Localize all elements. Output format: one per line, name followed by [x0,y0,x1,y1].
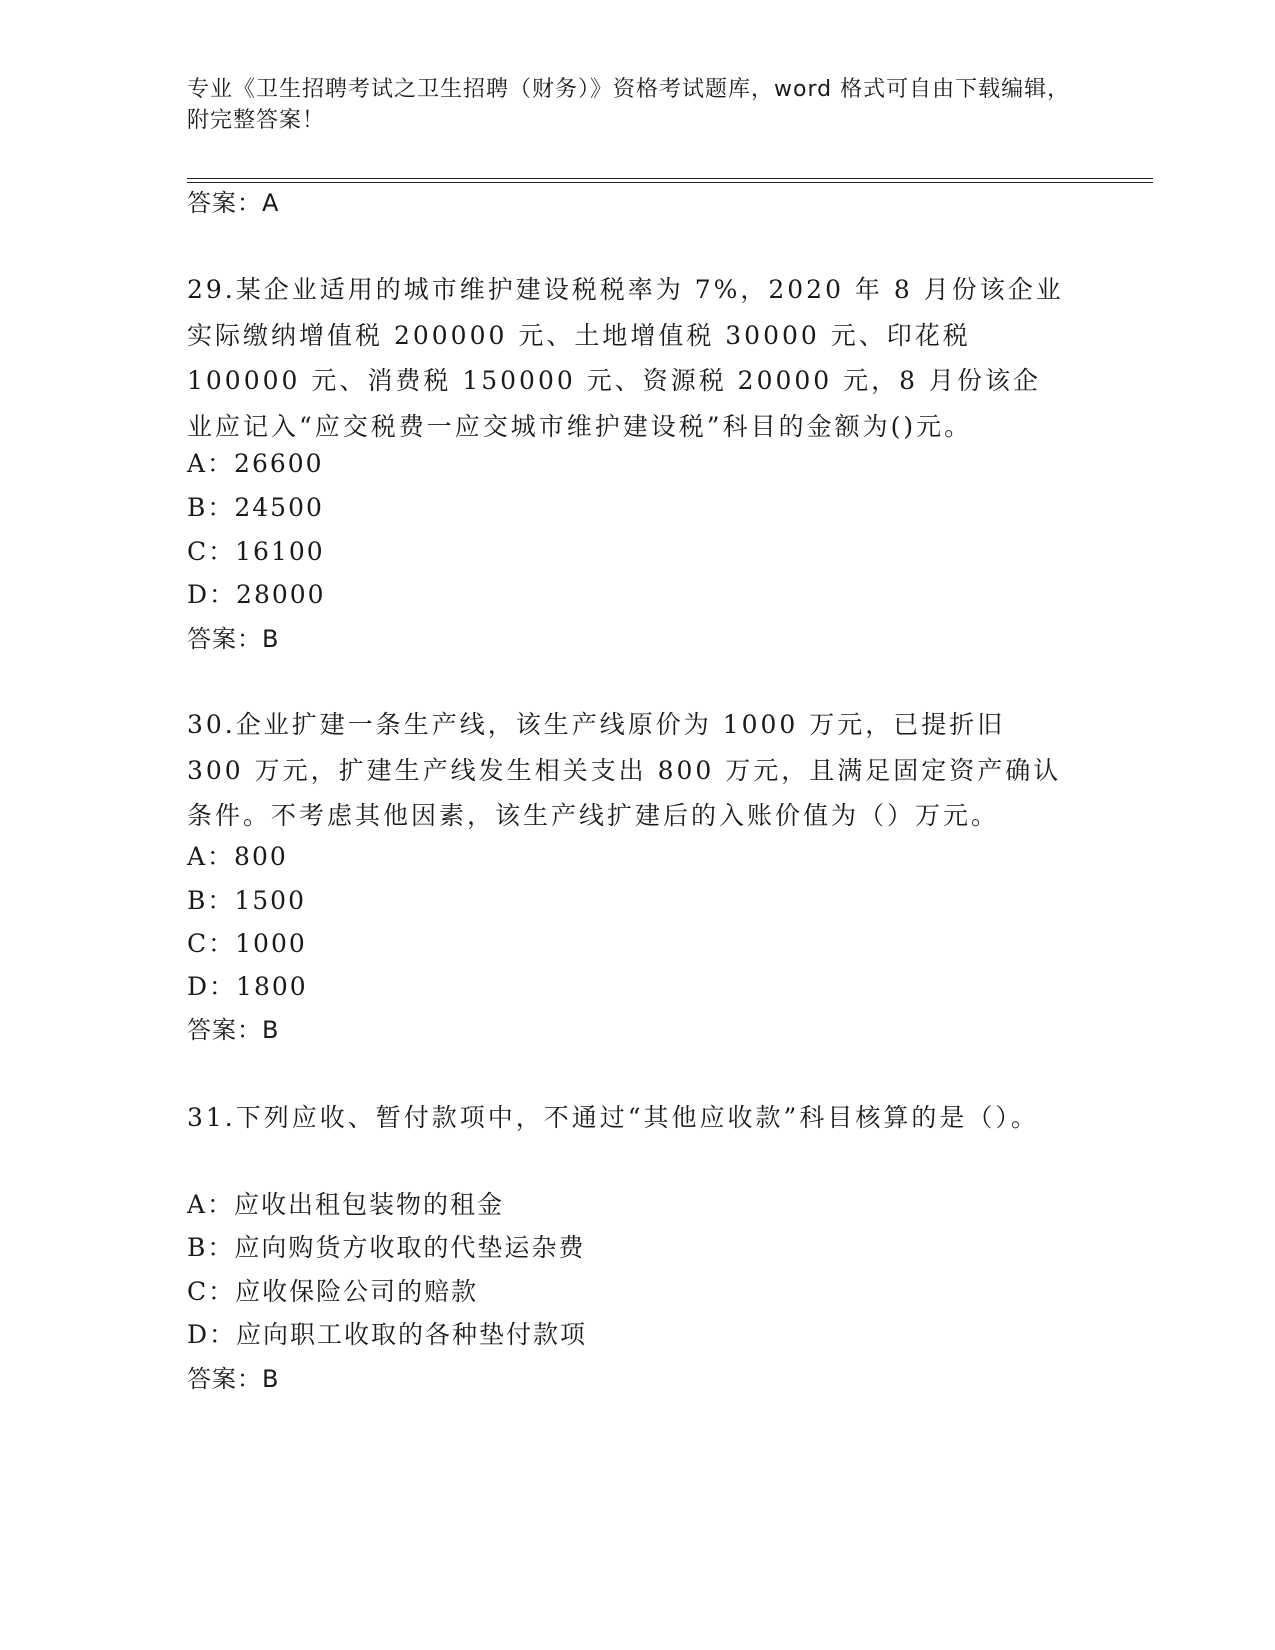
document-header: 专业《卫生招聘考试之卫生招聘（财务）》资格考试题库，word 格式可自由下载编辑，附完整答案！ [187,77,1071,133]
question-30-stem: 30.企业扩建一条生产线，该生产线原价为 1000 万元，已提折旧 300 万元，扩建生产线发生相关支出 800 万元，且满足固定资产确认条件。不考虑其他因素，该生产线扩建后的入账价值为（）万元。 [187,710,1062,830]
question-29-option-c: C：16100 [187,537,325,566]
question-30-option-c: C：1000 [187,929,307,958]
question-30-answer: 答案：B [187,1016,280,1044]
header-divider-top [187,178,1153,179]
question-30-option-b: B：1500 [187,886,306,915]
question-31-option-c: C：应收保险公司的赔款 [187,1277,479,1306]
previous-answer: 答案：A [187,189,280,217]
header-divider-bottom [187,182,1153,183]
question-30-option-a: A：800 [187,842,288,871]
question-29-option-d: D：28000 [187,580,326,609]
question-31-answer: 答案：B [187,1365,280,1393]
question-31-stem: 31.下列应收、暂付款项中，不通过“其他应收款”科目核算的是（）。 [187,1103,1039,1132]
question-31-option-b: B：应向购货方收取的代垫运杂费 [187,1233,586,1262]
question-29-option-a: A：26600 [187,449,324,478]
question-31-option-a: A：应收出租包装物的租金 [187,1190,505,1219]
question-29-answer: 答案：B [187,625,280,653]
question-30-option-d: D：1800 [187,972,308,1001]
question-29-stem: 29.某企业适用的城市维护建设税税率为 7%，2020 年 8 月份该企业实际缴纳增值税 200000 元、土地增值税 30000 元、印花税 100000 元、消费税 150000 元、资源税 20000 元，8 月份该企业应记入“应交税费一应交城市维护建设税”科目的金额为()元。 [187,275,1064,441]
question-31-option-d: D：应向职工收取的各种垫付款项 [187,1320,588,1349]
question-29-option-b: B：24500 [187,493,324,522]
